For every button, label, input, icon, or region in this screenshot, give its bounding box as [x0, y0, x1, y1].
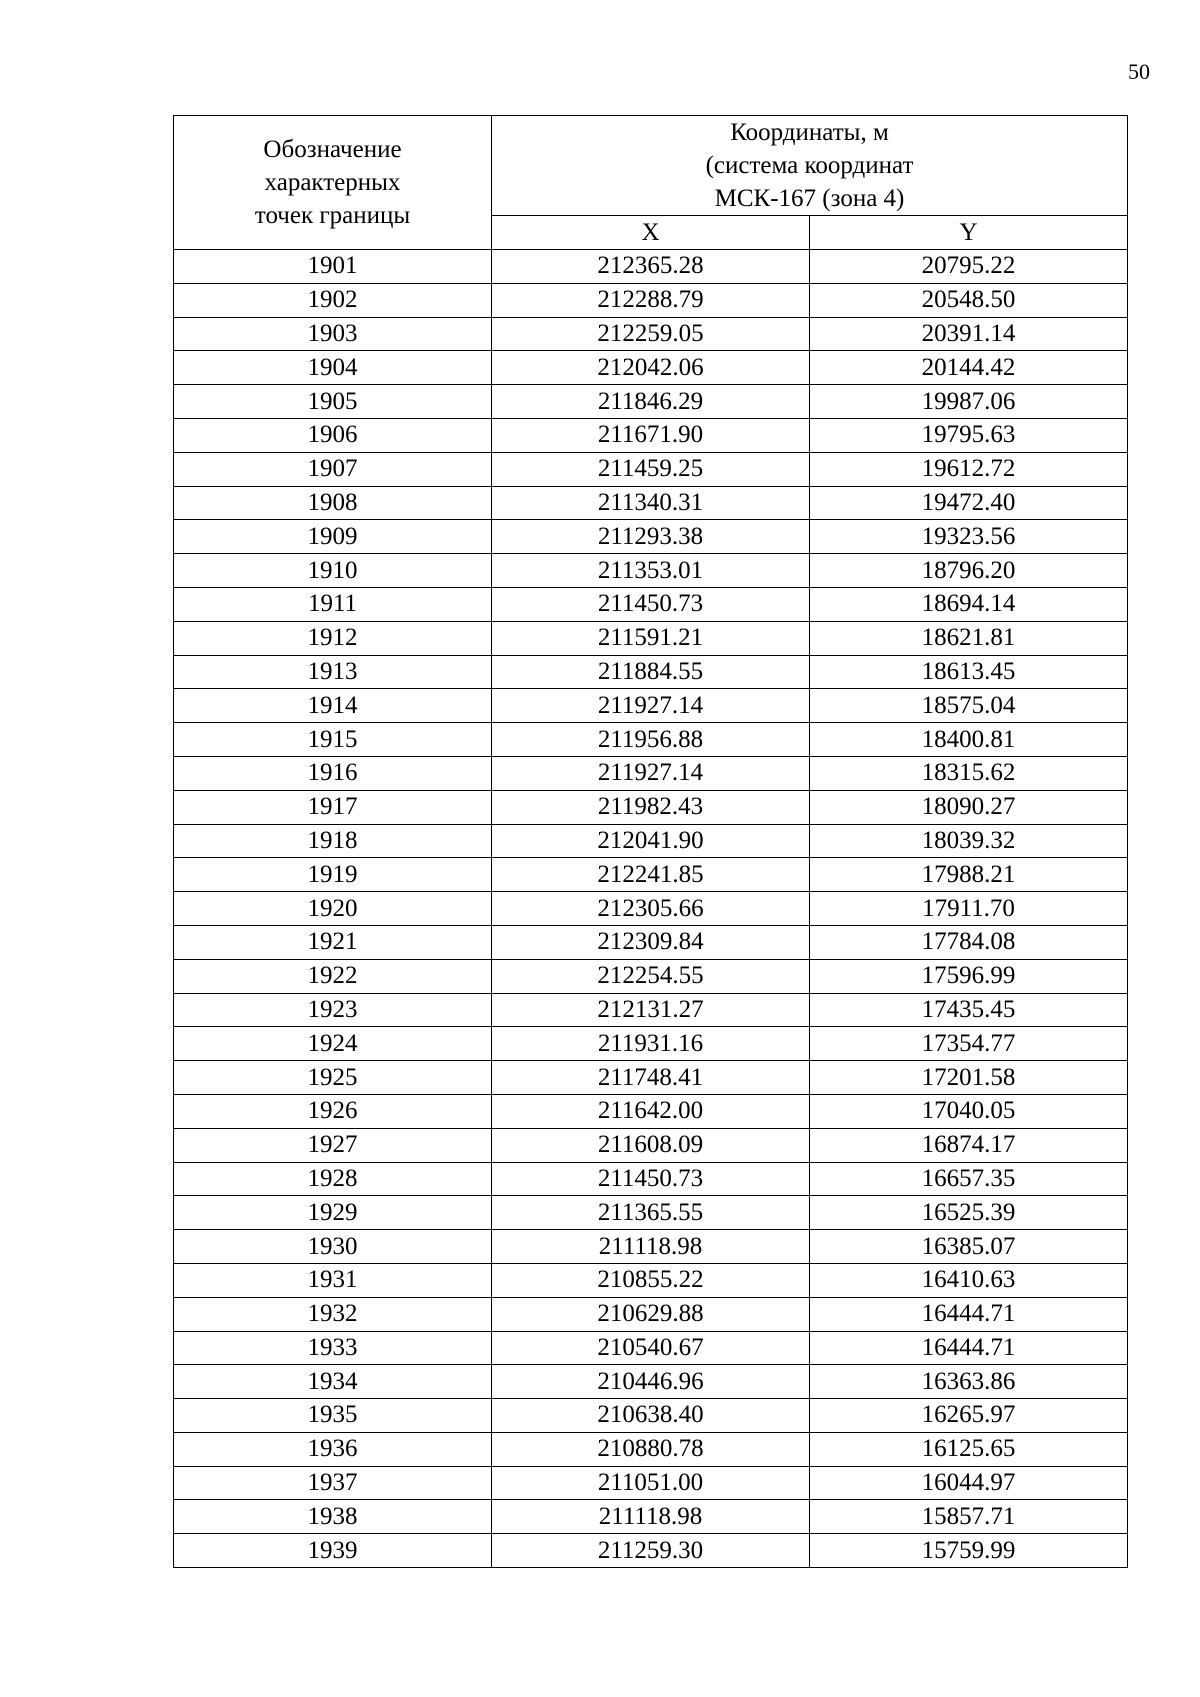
table-row [174, 452, 1128, 486]
cell-x: 211051.00 [492, 1466, 810, 1500]
table-row [174, 1534, 1128, 1568]
cell-point-id: 1918 [174, 824, 492, 858]
table-row [174, 1196, 1128, 1230]
cell-point-id: 1905 [174, 385, 492, 419]
cell-y: 16410.63 [810, 1263, 1128, 1297]
cell-x: 212365.28 [492, 250, 810, 284]
header-line: Обозначение [263, 136, 402, 163]
header-y: Y [810, 216, 1128, 250]
table-row [174, 283, 1128, 317]
cell-y: 15857.71 [810, 1500, 1128, 1534]
cell-y: 18090.27 [810, 790, 1128, 824]
cell-point-id: 1933 [174, 1331, 492, 1365]
cell-y: 18575.04 [810, 689, 1128, 723]
cell-x: 211931.16 [492, 1027, 810, 1061]
cell-point-id: 1920 [174, 892, 492, 926]
cell-y: 16657.35 [810, 1162, 1128, 1196]
header-line: точек границы [254, 202, 411, 229]
table-row [174, 655, 1128, 689]
cell-x: 210855.22 [492, 1263, 810, 1297]
cell-point-id: 1902 [174, 283, 492, 317]
table-row [174, 689, 1128, 723]
cell-y: 17988.21 [810, 858, 1128, 892]
cell-x: 211450.73 [492, 1162, 810, 1196]
header-line: характерных [264, 169, 401, 196]
cell-x: 211118.98 [492, 1500, 810, 1534]
cell-x: 211459.25 [492, 452, 810, 486]
header-coordinates [492, 116, 1128, 216]
cell-point-id: 1911 [174, 587, 492, 621]
table-row [174, 1128, 1128, 1162]
cell-y: 18613.45 [810, 655, 1128, 689]
cell-x: 212042.06 [492, 351, 810, 385]
cell-x: 210629.88 [492, 1297, 810, 1331]
table-row [174, 1297, 1128, 1331]
cell-point-id: 1935 [174, 1399, 492, 1433]
cell-y: 17201.58 [810, 1061, 1128, 1095]
header-x: X [492, 216, 810, 250]
cell-x: 211608.09 [492, 1128, 810, 1162]
cell-point-id: 1925 [174, 1061, 492, 1095]
cell-y: 16125.65 [810, 1432, 1128, 1466]
cell-point-id: 1923 [174, 993, 492, 1027]
table-row [174, 925, 1128, 959]
cell-x: 212241.85 [492, 858, 810, 892]
cell-x: 211450.73 [492, 587, 810, 621]
cell-y: 18621.81 [810, 621, 1128, 655]
table-row [174, 1061, 1128, 1095]
cell-y: 19795.63 [810, 418, 1128, 452]
cell-x: 210880.78 [492, 1432, 810, 1466]
table-row [174, 1432, 1128, 1466]
cell-y: 18039.32 [810, 824, 1128, 858]
cell-x: 212259.05 [492, 317, 810, 351]
cell-point-id: 1913 [174, 655, 492, 689]
cell-point-id: 1930 [174, 1230, 492, 1264]
cell-x: 211748.41 [492, 1061, 810, 1095]
cell-point-id: 1915 [174, 723, 492, 757]
cell-y: 16385.07 [810, 1230, 1128, 1264]
cell-point-id: 1914 [174, 689, 492, 723]
table-row [174, 824, 1128, 858]
cell-point-id: 1907 [174, 452, 492, 486]
cell-x: 211340.31 [492, 486, 810, 520]
cell-x: 211927.14 [492, 756, 810, 790]
cell-point-id: 1934 [174, 1365, 492, 1399]
cell-y: 18796.20 [810, 554, 1128, 588]
table-row [174, 418, 1128, 452]
cell-point-id: 1931 [174, 1263, 492, 1297]
cell-y: 18694.14 [810, 587, 1128, 621]
cell-y: 20144.42 [810, 351, 1128, 385]
table-row [174, 959, 1128, 993]
cell-y: 17596.99 [810, 959, 1128, 993]
cell-y: 16265.97 [810, 1399, 1128, 1433]
cell-x: 211642.00 [492, 1094, 810, 1128]
cell-point-id: 1908 [174, 486, 492, 520]
cell-x: 211259.30 [492, 1534, 810, 1568]
table-row [174, 756, 1128, 790]
table-row [174, 1162, 1128, 1196]
cell-x: 212254.55 [492, 959, 810, 993]
cell-y: 19472.40 [810, 486, 1128, 520]
cell-point-id: 1936 [174, 1432, 492, 1466]
cell-point-id: 1932 [174, 1297, 492, 1331]
table-row [174, 1466, 1128, 1500]
cell-x: 212131.27 [492, 993, 810, 1027]
cell-point-id: 1917 [174, 790, 492, 824]
cell-x: 211365.55 [492, 1196, 810, 1230]
table-row [174, 1331, 1128, 1365]
cell-y: 19987.06 [810, 385, 1128, 419]
cell-point-id: 1938 [174, 1500, 492, 1534]
cell-x: 211353.01 [492, 554, 810, 588]
cell-point-id: 1912 [174, 621, 492, 655]
cell-point-id: 1906 [174, 418, 492, 452]
cell-point-id: 1921 [174, 925, 492, 959]
cell-point-id: 1937 [174, 1466, 492, 1500]
table-row [174, 790, 1128, 824]
cell-point-id: 1901 [174, 250, 492, 284]
cell-point-id: 1919 [174, 858, 492, 892]
cell-x: 210540.67 [492, 1331, 810, 1365]
table-row [174, 1230, 1128, 1264]
table-row [174, 1094, 1128, 1128]
cell-x: 212041.90 [492, 824, 810, 858]
cell-y: 16444.71 [810, 1331, 1128, 1365]
table-row [174, 554, 1128, 588]
table-row [174, 486, 1128, 520]
header-point-designation [174, 116, 492, 250]
cell-y: 17354.77 [810, 1027, 1128, 1061]
table-body [174, 250, 1128, 1568]
cell-point-id: 1910 [174, 554, 492, 588]
table-row [174, 520, 1128, 554]
cell-x: 211927.14 [492, 689, 810, 723]
cell-x: 211671.90 [492, 418, 810, 452]
table-row [174, 385, 1128, 419]
table-row [174, 892, 1128, 926]
cell-y: 20548.50 [810, 283, 1128, 317]
cell-y: 16044.97 [810, 1466, 1128, 1500]
cell-y: 18400.81 [810, 723, 1128, 757]
table-row [174, 250, 1128, 284]
cell-point-id: 1927 [174, 1128, 492, 1162]
cell-y: 17435.45 [810, 993, 1128, 1027]
table-row [174, 587, 1128, 621]
header-line: (система координат [705, 152, 914, 179]
cell-point-id: 1903 [174, 317, 492, 351]
cell-y: 15759.99 [810, 1534, 1128, 1568]
cell-point-id: 1928 [174, 1162, 492, 1196]
table-row [174, 1365, 1128, 1399]
cell-y: 16525.39 [810, 1196, 1128, 1230]
header-line: МСК-167 (зона 4) [714, 185, 905, 212]
cell-y: 17040.05 [810, 1094, 1128, 1128]
cell-x: 212309.84 [492, 925, 810, 959]
cell-point-id: 1916 [174, 756, 492, 790]
cell-point-id: 1926 [174, 1094, 492, 1128]
cell-x: 210446.96 [492, 1365, 810, 1399]
table-row [174, 621, 1128, 655]
cell-y: 20795.22 [810, 250, 1128, 284]
header-line: Координаты, м [730, 119, 889, 146]
table-row [174, 723, 1128, 757]
cell-x: 211591.21 [492, 621, 810, 655]
cell-point-id: 1924 [174, 1027, 492, 1061]
table-row [174, 993, 1128, 1027]
table-row [174, 858, 1128, 892]
cell-y: 17911.70 [810, 892, 1128, 926]
cell-y: 20391.14 [810, 317, 1128, 351]
cell-x: 211118.98 [492, 1230, 810, 1264]
cell-point-id: 1922 [174, 959, 492, 993]
cell-x: 210638.40 [492, 1399, 810, 1433]
cell-x: 212305.66 [492, 892, 810, 926]
cell-y: 16874.17 [810, 1128, 1128, 1162]
cell-y: 19612.72 [810, 452, 1128, 486]
table-row [174, 1399, 1128, 1433]
cell-x: 211982.43 [492, 790, 810, 824]
table-row [174, 1027, 1128, 1061]
cell-x: 211293.38 [492, 520, 810, 554]
table-row [174, 317, 1128, 351]
cell-point-id: 1909 [174, 520, 492, 554]
cell-point-id: 1929 [174, 1196, 492, 1230]
cell-x: 211846.29 [492, 385, 810, 419]
cell-x: 211956.88 [492, 723, 810, 757]
cell-y: 17784.08 [810, 925, 1128, 959]
cell-y: 18315.62 [810, 756, 1128, 790]
page-number: 50 [1128, 59, 1150, 84]
cell-y: 19323.56 [810, 520, 1128, 554]
table-row [174, 1500, 1128, 1534]
cell-point-id: 1904 [174, 351, 492, 385]
cell-x: 212288.79 [492, 283, 810, 317]
cell-y: 16444.71 [810, 1297, 1128, 1331]
cell-x: 211884.55 [492, 655, 810, 689]
cell-y: 16363.86 [810, 1365, 1128, 1399]
table-row [174, 1263, 1128, 1297]
cell-point-id: 1939 [174, 1534, 492, 1568]
coordinates-table [173, 115, 1128, 1568]
table-row [174, 351, 1128, 385]
